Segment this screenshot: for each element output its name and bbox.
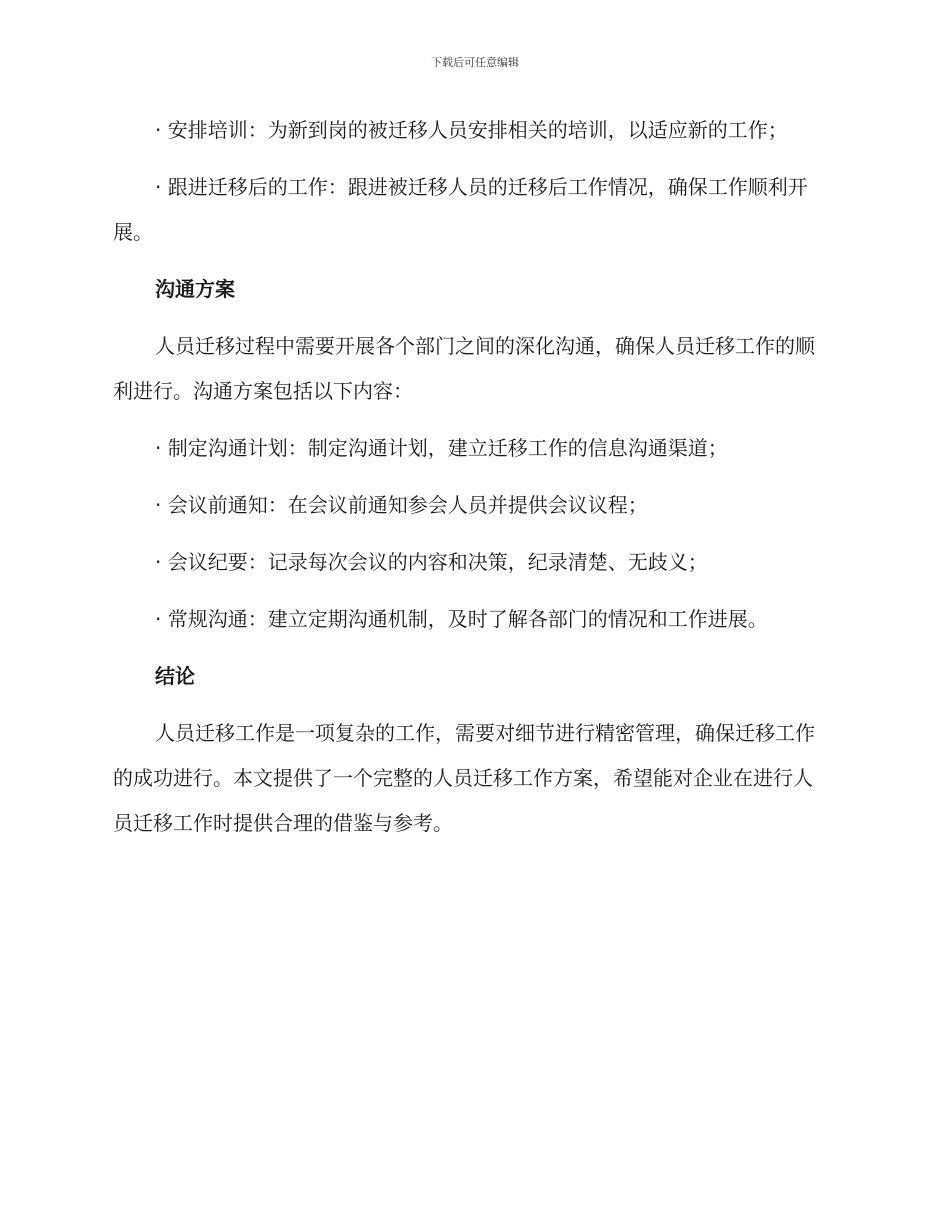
bullet-meeting-notice: · 会议前通知：在会议前通知参会人员并提供会议议程； [155,493,648,517]
communication-intro: 人员迁移过程中需要开展各个部门之间的深化沟通，确保人员迁移工作的顺利进行。沟通方案包括以下内容： [113,334,815,403]
bullet-communication-plan: · 制定沟通计划：制定沟通计划，建立迁移工作的信息沟通渠道； [155,436,728,460]
page-header-note: 下载后可任意编辑 [431,56,519,69]
document-body [113,108,831,858]
bullet-routine-communication: · 常规沟通：建立定期沟通机制，及时了解各部门的情况和工作进展。 [155,607,768,631]
bullet-training: · 安排培训：为新到岗的被迁移人员安排相关的培训，以适应新的工作； [155,118,788,142]
section-heading-conclusion: 结论 [155,664,195,688]
section-heading-communication: 沟通方案 [155,277,235,301]
bullet-meeting-minutes: · 会议纪要：记录每次会议的内容和决策，纪录清楚、无歧义； [155,550,708,574]
conclusion-paragraph: 人员迁移工作是一项复杂的工作，需要对细节进行精密管理，确保迁移工作的成功进行。本文提供了一个完整的人员迁移工作方案，希望能对企业在进行人员迁移工作时提供合理的借鉴与参考。 [113,721,815,835]
bullet-followup: · 跟进迁移后的工作：跟进被迁移人员的迁移后工作情况，确保工作顺利开展。 [113,175,808,244]
